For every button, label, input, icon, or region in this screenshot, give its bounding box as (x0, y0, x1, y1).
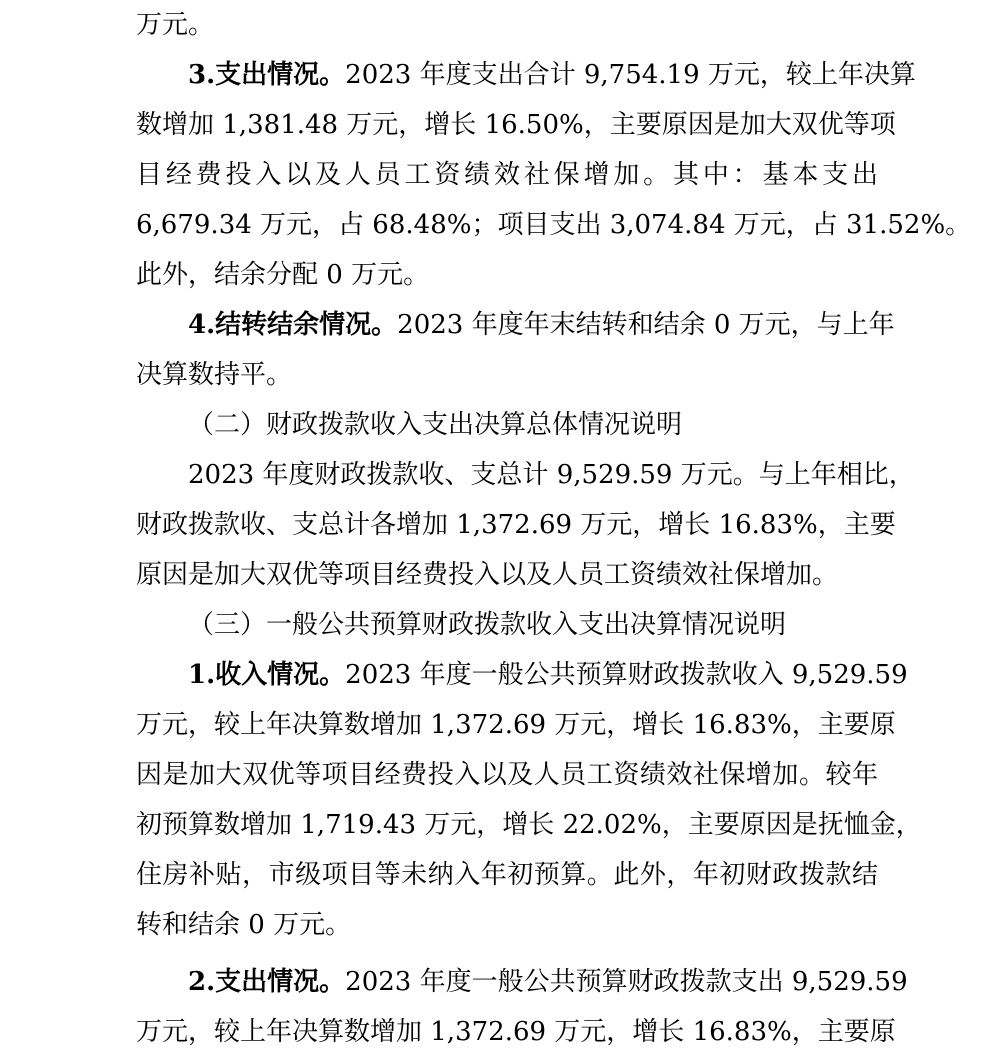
text-line: 住房补贴，市级项目等未纳入年初预算。此外，年初财政拨款结 (136, 860, 878, 890)
section-heading: （二）财政拨款收入支出决算总体情况说明 (188, 410, 683, 440)
text-line: 财政拨款收、支总计各增加 1,372.69 万元，增长 16.83%，主要 (136, 510, 896, 540)
line-text: 2023 年度年末结转和结余 0 万元，与上年 (397, 310, 895, 340)
line-text: 2023 年度一般公共预算财政拨款支出 9,529.59 (345, 967, 908, 997)
paragraph-expenditure-heading-2 (188, 957, 908, 1007)
line-text: 2023 年度一般公共预算财政拨款收入 9,529.59 (345, 660, 908, 690)
paragraph-expenditure-heading (188, 50, 916, 100)
section-label: 2.支出情况。 (188, 967, 346, 997)
text-line: 转和结余 0 万元。 (136, 910, 352, 940)
text-line: 因是加大双优等项目经费投入以及人员工资绩效社保增加。较年 (136, 760, 878, 790)
text-line: 2023 年度财政拨款收、支总计 9,529.59 万元。与上年相比， (188, 460, 915, 490)
text-line: 决算数持平。 (136, 360, 293, 390)
text-line: 数增加 1,381.48 万元，增长 16.50%，主要原因是加大双优等项 (136, 110, 896, 140)
section-label: 3.支出情况。 (188, 60, 346, 90)
text-line (136, 0, 878, 50)
line-text: 万元。 (136, 10, 215, 40)
text-line: 目经费投入以及人员工资绩效社保增加。其中：基本支出 (136, 160, 878, 190)
paragraph-carryover-heading (188, 300, 895, 350)
text-line: 6,679.34 万元，占 68.48%；项目支出 3,074.84 万元，占 31.52%。 (136, 210, 972, 240)
section-label: 4.结转结余情况。 (188, 310, 398, 340)
section-label: 1.收入情况。 (188, 660, 346, 690)
text-line: 原因是加大双优等项目经费投入以及人员工资绩效社保增加。 (136, 560, 839, 590)
section-heading: （三）一般公共预算财政拨款收入支出决算情况说明 (188, 610, 787, 640)
paragraph-income-heading (188, 650, 908, 700)
text-line: 万元，较上年决算数增加 1,372.69 万元，增长 16.83%，主要原 (136, 710, 896, 740)
text-line: 万元，较上年决算数增加 1,372.69 万元，增长 16.83%，主要原 (136, 1017, 896, 1047)
line-text: 2023 年度支出合计 9,754.19 万元，较上年决算 (345, 60, 916, 90)
text-line: 此外，结余分配 0 万元。 (136, 260, 430, 290)
text-line: 初预算数增加 1,719.43 万元，增长 22.02%，主要原因是抚恤金， (136, 810, 922, 840)
